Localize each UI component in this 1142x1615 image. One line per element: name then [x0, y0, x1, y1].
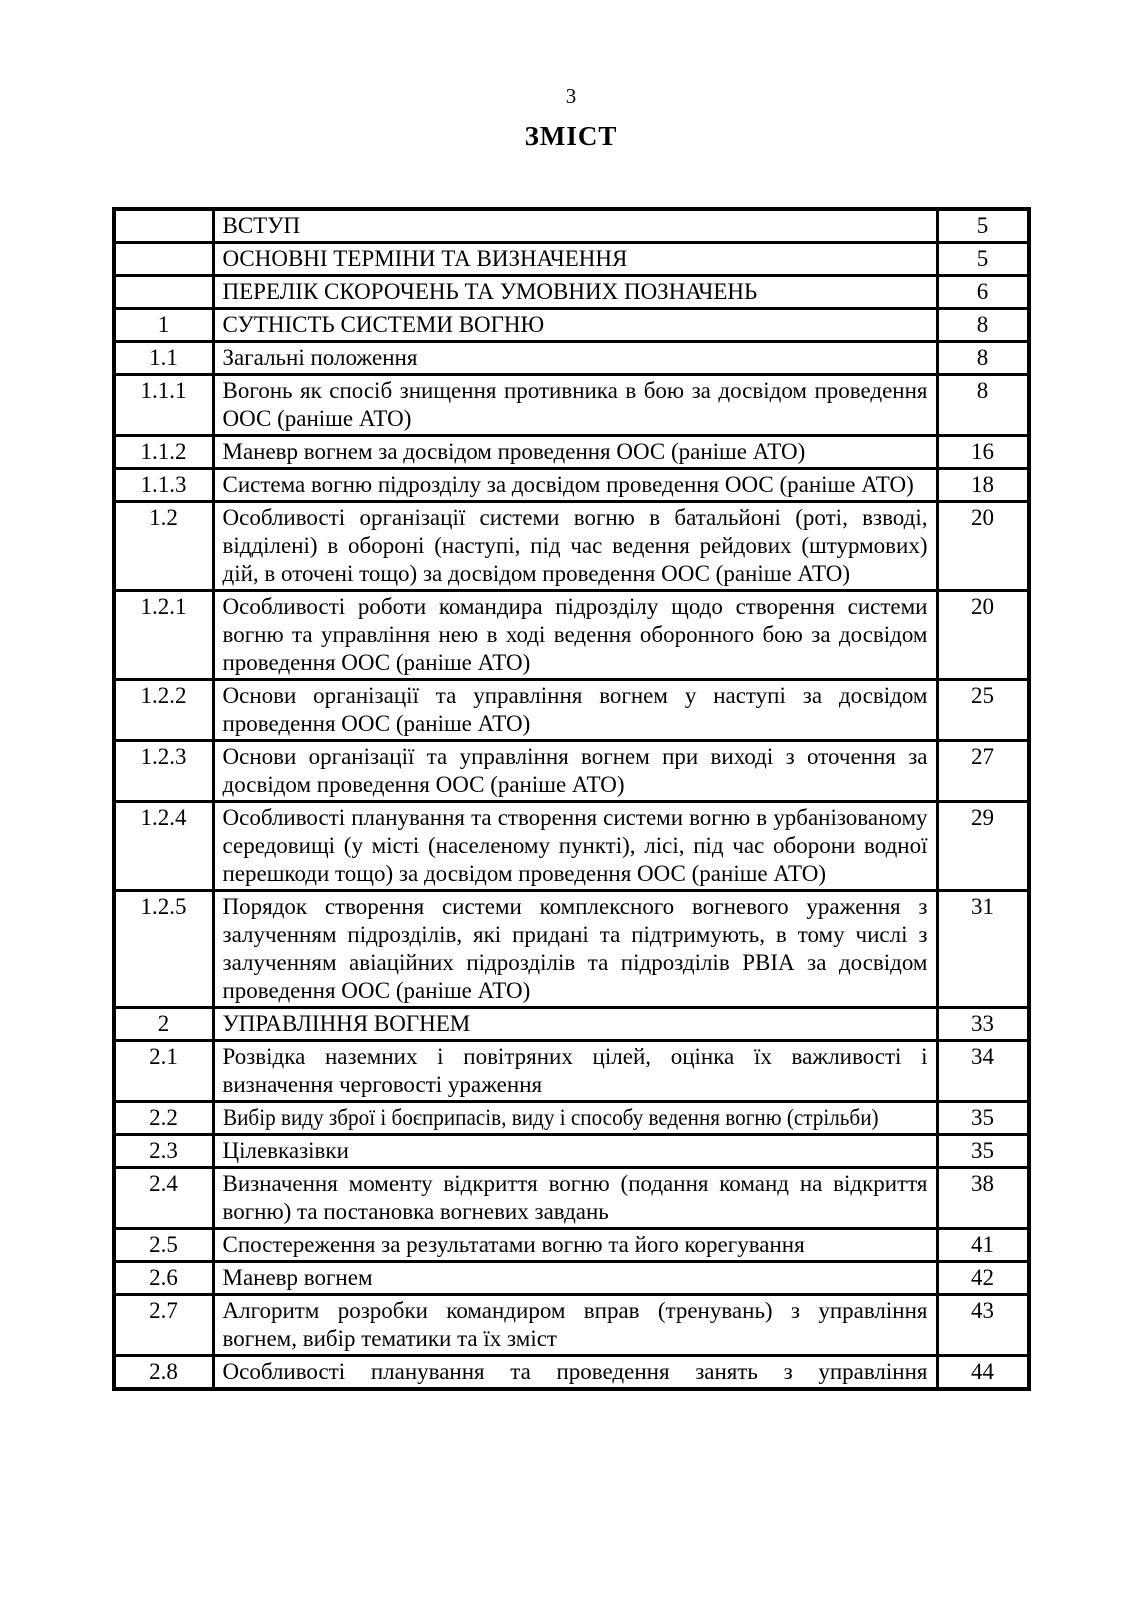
toc-row-number: 1.1	[114, 342, 214, 375]
toc-row-title: Маневр вогнем за досвідом проведення ООС (раніше АТО)	[213, 436, 937, 469]
table-row	[114, 1008, 1029, 1041]
toc-row-page: 27	[937, 741, 1029, 802]
toc-row-page: 38	[937, 1168, 1029, 1229]
toc-row-page: 6	[937, 276, 1029, 309]
toc-row-title: Основи організації та управління вогнем при виході з оточення за досвідом проведення ООС (раніше АТО)	[213, 741, 937, 802]
table-row	[114, 1356, 1029, 1390]
table-row	[114, 891, 1029, 1008]
toc-row-page: 29	[937, 802, 1029, 891]
toc-row-page: 5	[937, 243, 1029, 276]
toc-row-number: 2.3	[114, 1135, 214, 1168]
table-row	[114, 243, 1029, 276]
toc-row-page: 20	[937, 502, 1029, 591]
toc-row-number: 1.2	[114, 502, 214, 591]
toc-row-number: 2.8	[114, 1356, 214, 1390]
table-row	[114, 1229, 1029, 1262]
toc-row-number: 2.5	[114, 1229, 214, 1262]
toc-row-number: 2.7	[114, 1295, 214, 1356]
toc-row-page: 44	[937, 1356, 1029, 1390]
toc-row-number: 1.2.3	[114, 741, 214, 802]
toc-row-number: 1.1.2	[114, 436, 214, 469]
toc-row-title: Маневр вогнем	[213, 1262, 937, 1295]
toc-row-number: 1.2.1	[114, 591, 214, 680]
toc-row-page: 16	[937, 436, 1029, 469]
toc-row-number: 1.1.1	[114, 375, 214, 436]
toc-row-title: Цілевказівки	[213, 1135, 937, 1168]
toc-row-page: 31	[937, 891, 1029, 1008]
toc-row-number: 1.2.4	[114, 802, 214, 891]
toc-row-page: 35	[937, 1102, 1029, 1135]
table-row	[114, 1168, 1029, 1229]
table-row	[114, 375, 1029, 436]
toc-row-page: 35	[937, 1135, 1029, 1168]
toc-row-page: 8	[937, 342, 1029, 375]
toc-row-number: 2.4	[114, 1168, 214, 1229]
toc-row-number: 1	[114, 309, 214, 342]
toc-row-number: 1.2.5	[114, 891, 214, 1008]
table-row	[114, 591, 1029, 680]
toc-row-title	[213, 1102, 937, 1135]
table-row	[114, 209, 1029, 243]
table-row	[114, 802, 1029, 891]
toc-row-number: 2	[114, 1008, 214, 1041]
toc-row-title: Алгоритм розробки командиром вправ (тренувань) з управління вогнем, вибір тематики та їх зміст	[213, 1295, 937, 1356]
toc-row-number: 2.6	[114, 1262, 214, 1295]
toc-row-number: 2.1	[114, 1041, 214, 1102]
toc-body	[114, 209, 1029, 1389]
toc-row-page: 43	[937, 1295, 1029, 1356]
table-row	[114, 680, 1029, 741]
toc-row-number: 1.1.3	[114, 469, 214, 502]
table-row	[114, 309, 1029, 342]
page-title: ЗМІСТ	[524, 121, 618, 151]
toc-row-page: 8	[937, 375, 1029, 436]
toc-row-title: Особливості роботи командира підрозділу щодо створення системи вогню та управління нею в ході ведення оборонного бою за досвідом проведення ООС (раніше АТО)	[213, 591, 937, 680]
toc-row-title: ПЕРЕЛІК СКОРОЧЕНЬ ТА УМОВНИХ ПОЗНАЧЕНЬ	[213, 276, 937, 309]
table-row	[114, 436, 1029, 469]
toc-row-title: Вогонь як спосіб знищення противника в бою за досвідом проведення ООС (раніше АТО)	[213, 375, 937, 436]
toc-row-title: Особливості планування та проведення занять з управління	[213, 1356, 937, 1390]
toc-row-title: УПРАВЛІННЯ ВОГНЕМ	[213, 1008, 937, 1041]
toc-row-page: 34	[937, 1041, 1029, 1102]
toc-row-number	[114, 243, 214, 276]
toc-row-page: 42	[937, 1262, 1029, 1295]
toc-row-page: 41	[937, 1229, 1029, 1262]
table-row	[114, 741, 1029, 802]
toc-table	[112, 207, 1031, 1391]
page-number: 3	[565, 84, 577, 108]
toc-row-title: Система вогню підрозділу за досвідом проведення ООС (раніше АТО)	[213, 469, 937, 502]
toc-row-page: 8	[937, 309, 1029, 342]
toc-row-title: Спостереження за результатами вогню та його корегування	[213, 1229, 937, 1262]
toc-row-page: 5	[937, 209, 1029, 243]
table-row	[114, 1041, 1029, 1102]
toc-row-number: 1.2.2	[114, 680, 214, 741]
table-row	[114, 469, 1029, 502]
toc-row-title: Порядок створення системи комплексного вогневого ураження з залученням підрозділів, які придані та підтримують, в тому числі з залученням авіаційних підрозділів та підрозділів РВІА за досвідом проведення ООС (раніше АТО)	[213, 891, 937, 1008]
toc-row-page: 18	[937, 469, 1029, 502]
toc-row-page: 20	[937, 591, 1029, 680]
table-row	[114, 276, 1029, 309]
table-row	[114, 1135, 1029, 1168]
toc-row-title: ВСТУП	[213, 209, 937, 243]
toc-row-title: Загальні положення	[213, 342, 937, 375]
table-row	[114, 1262, 1029, 1295]
toc-row-title: Основи організації та управління вогнем у наступі за досвідом проведення ООС (раніше АТО)	[213, 680, 937, 741]
toc-row-title: ОСНОВНІ ТЕРМІНИ ТА ВИЗНАЧЕННЯ	[213, 243, 937, 276]
table-row	[114, 502, 1029, 591]
table-row	[114, 1295, 1029, 1356]
toc-row-number	[114, 209, 214, 243]
toc-row-page: 33	[937, 1008, 1029, 1041]
toc-row-page: 25	[937, 680, 1029, 741]
table-row	[114, 1102, 1029, 1135]
toc-row-title-text: Вибір виду зброї і боєприпасів, виду і способу ведення вогню (стрільби)	[222, 1105, 879, 1130]
toc-row-title: СУТНІСТЬ СИСТЕМИ ВОГНЮ	[213, 309, 937, 342]
toc-row-title: Особливості планування та створення системи вогню в урбанізованому середовищі (у місті (населеному пункті), лісі, під час оборони водної перешкоди тощо) за досвідом проведення ООС (раніше АТО)	[213, 802, 937, 891]
toc-row-title: Розвідка наземних і повітряних цілей, оцінка їх важливості і визначення черговості ураження	[213, 1041, 937, 1102]
toc-row-title: Особливості організації системи вогню в батальйоні (роті, взводі, відділені) в обороні (наступі, під час ведення рейдових (штурмових) дій, в оточені тощо) за досвідом проведення ООС (раніше АТО)	[213, 502, 937, 591]
toc-row-title: Визначення моменту відкриття вогню (подання команд на відкриття вогню) та постановка вогневих завдань	[213, 1168, 937, 1229]
table-row	[114, 342, 1029, 375]
toc-row-number: 2.2	[114, 1102, 214, 1135]
toc-row-number	[114, 276, 214, 309]
